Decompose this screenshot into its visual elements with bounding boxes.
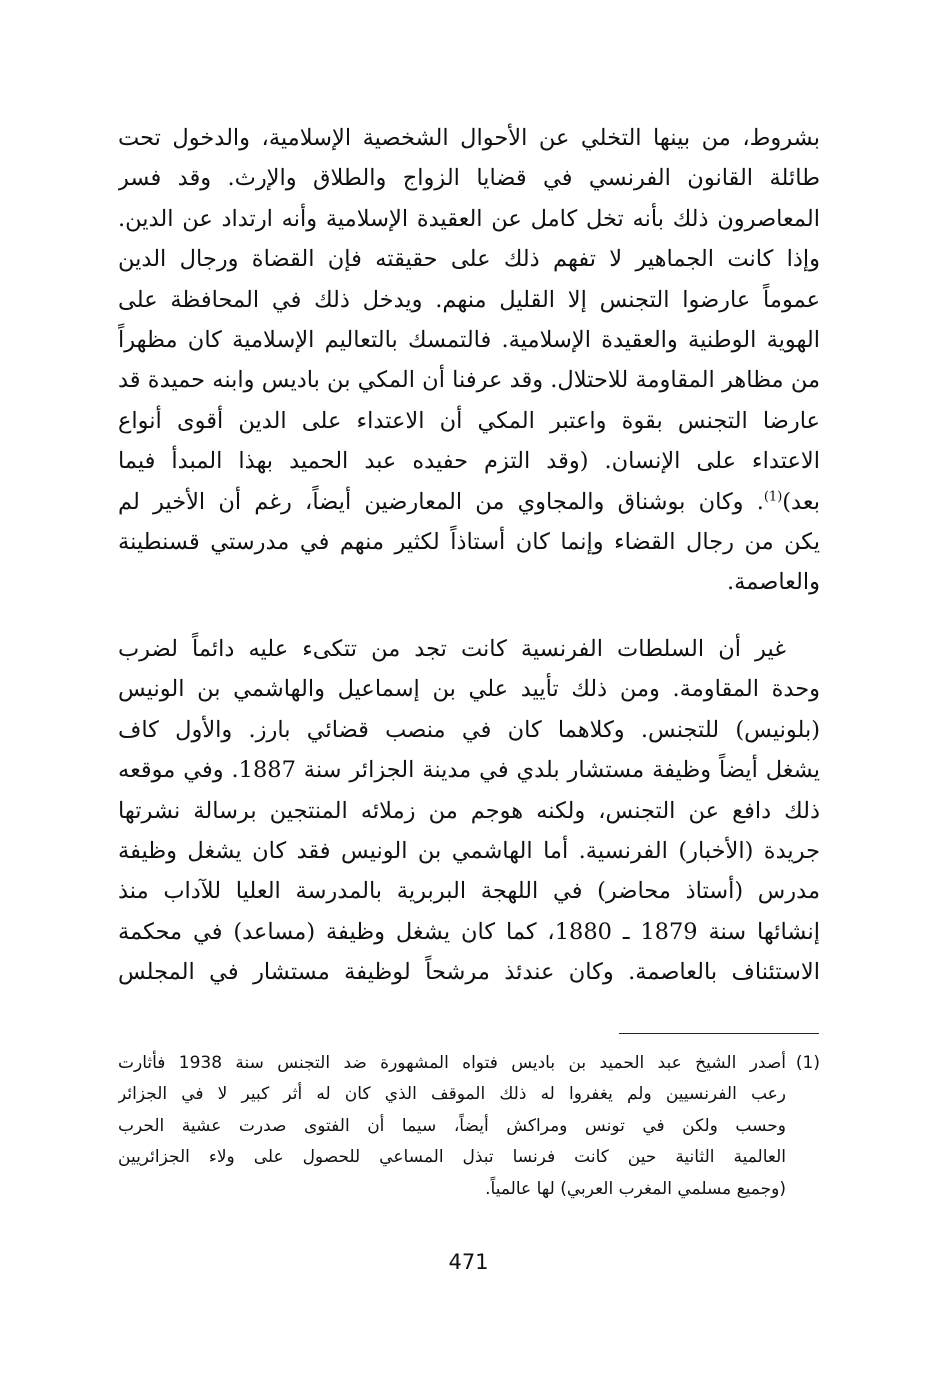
footnote-text <box>118 1048 786 1205</box>
text-fragment: بعد) <box>782 488 820 515</box>
text-line: وحدة المقاومة. ومن ذلك تأييد علي بن إسماعيل والهاشمي بن الونيس <box>118 676 820 703</box>
text-line: من مظاهر المقاومة للاحتلال. وقد عرفنا أن المكي بن باديس وابنه حميدة قد <box>118 367 820 394</box>
text-line: والعاصمة. <box>726 569 820 596</box>
text-line: عموماً عارضوا التجنس إلا القليل منهم. ويدخل ذلك في المحافظة على <box>118 286 820 313</box>
page-body <box>118 118 820 993</box>
text-line: يكن من رجال القضاء وإنما كان أستاذاً لكثير منهم في مدرستي قسنطينة <box>118 529 820 556</box>
text-line: طائلة القانون الفرنسي في قضايا الزواج والطلاق والإرث. وقد فسر <box>118 165 820 192</box>
text-fragment: . وكان بوشناق والمجاوي من المعارضين أيضاً، رغم أن الأخير لم <box>118 488 764 515</box>
footnotes <box>118 1048 820 1205</box>
footnote-line: أصدر الشيخ عبد الحميد بن باديس فتواه المشهورة ضد التجنس سنة 1938 فأثارت <box>118 1053 786 1073</box>
text-line: مدرس (أستاذ محاضر) في اللهجة البربرية بالمدرسة العليا للآداب منذ <box>118 878 820 905</box>
text-line: جريدة (الأخبار) الفرنسية. أما الهاشمي بن الونيس فقد كان يشغل وظيفة <box>118 837 820 864</box>
text-line: الاستئناف بالعاصمة. وكان عندئذ مرشحاً لوظيفة مستشار في المجلس <box>118 959 820 986</box>
text-line: إنشائها سنة 1879 ـ 1880، كما كان يشغل وظيفة (مساعد) في محكمة <box>118 918 820 945</box>
text-line: غير أن السلطات الفرنسية كانت تجد من تتكىء عليه دائماً لضرب <box>118 635 786 662</box>
footnote-item <box>118 1048 820 1205</box>
text-line: عارضا التجنس بقوة واعتبر المكي أن الاعتداء على الدين أقوى أنواع <box>118 407 820 434</box>
footnote-line: رعب الفرنسيين ولم يغفروا له ذلك الموقف الذي كان له أثر كبير لا في الجزائر <box>118 1084 786 1105</box>
text-line: بشروط، من بينها التخلي عن الأحوال الشخصية الإسلامية، والدخول تحت <box>118 125 820 151</box>
page-number: 471 <box>448 1250 489 1274</box>
text-line: ذلك دافع عن التجنس، ولكنه هوجم من زملائه المنتجين برسالة نشرتها <box>118 797 820 824</box>
footnote-line: وحسب ولكن في تونس ومراكش أيضاً، سيما أن الفتوى صدرت عشية الحرب <box>118 1115 786 1136</box>
text-line: الاعتداء على الإنسان. (وقد التزم حفيده عبد الحميد بهذا المبدأ فيما <box>118 448 820 475</box>
footnote-line: العالمية الثانية حين كانت فرنسا تبذل المساعي للحصول على ولاء الجزائريين <box>118 1147 786 1168</box>
footnote-line: (وجميع مسلمي المغرب العربي) لها عالمياً. <box>485 1178 786 1199</box>
paragraph-2 <box>118 629 820 993</box>
text-line: يشغل أيضاً وظيفة مستشار بلدي في مدينة الجزائر سنة 1887. وفي موقعه <box>118 757 820 784</box>
footnote-separator <box>619 1033 819 1034</box>
footnote-reference: (1) <box>763 489 783 505</box>
paragraph-1 <box>118 118 820 603</box>
text-line: (بلونيس) للتجنس. وكلاهما كان في منصب قضائي بارز. والأول كاف <box>118 716 820 743</box>
text-line: وإذا كانت الجماهير لا تفهم ذلك على حقيقته فإن القضاة ورجال الدين <box>118 246 820 273</box>
paragraph-gap <box>118 603 820 629</box>
footnote-marker: (1) <box>795 1053 820 1073</box>
text-line: الهوية الوطنية والعقيدة الإسلامية. فالتمسك بالتعاليم الإسلامية كان مظهراً <box>118 327 820 354</box>
text-line-with-footnote-ref <box>118 482 820 522</box>
text-line: المعاصرون ذلك بأنه تخل كامل عن العقيدة الإسلامية وأنه ارتداد عن الدين. <box>118 205 820 232</box>
